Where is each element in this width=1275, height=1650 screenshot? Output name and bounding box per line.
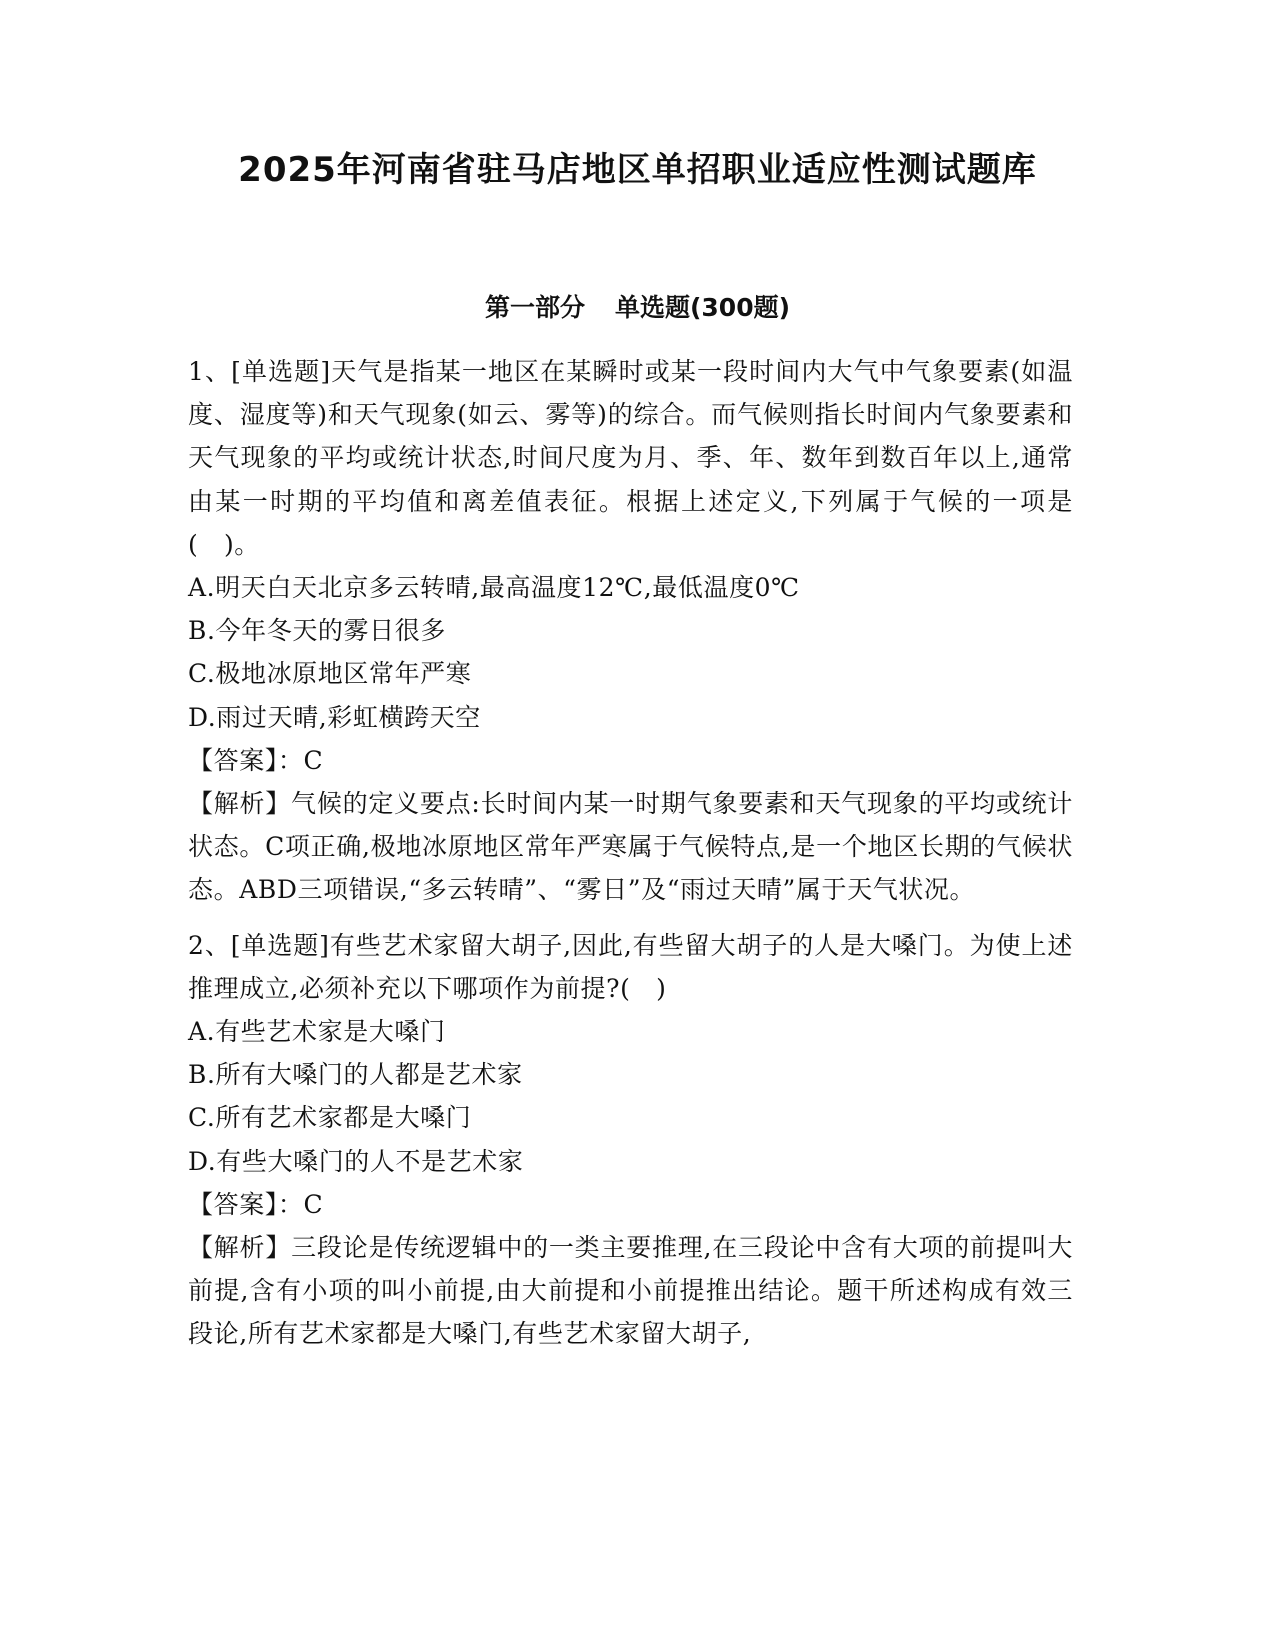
option-c: C.极地冰原地区常年严寒 xyxy=(188,659,472,689)
question-stem: 2、[单选题]有些艺术家留大胡子,因此,有些留大胡子的人是大嗓门。为使上述推理成立,必须补充以下哪项作为前提?( ) xyxy=(188,930,1073,1003)
option-a: A.明天白天北京多云转晴,最高温度12℃,最低温度0℃ xyxy=(188,573,800,603)
option-d: D.有些大嗓门的人不是艺术家 xyxy=(188,1146,524,1176)
answer: 【答案】：C xyxy=(188,745,324,775)
option-b: B.所有大嗓门的人都是艺术家 xyxy=(188,1060,523,1090)
option-a: A.有些艺术家是大嗓门 xyxy=(188,1017,446,1047)
section-part: 第一部分 xyxy=(484,293,585,322)
analysis: 【解析】气候的定义要点:长时间内某一时期气象要素和天气现象的平均或统计状态。C项正确,极地冰原地区常年严寒属于气候特点,是一个地区长期的气候状态。ABD三项错误,“多云转晴”、“雾日”及“雨过天晴”属于天气状况。 xyxy=(188,789,1073,905)
option-d: D.雨过天晴,彩虹横跨天空 xyxy=(188,702,481,732)
section-name: 单选题(300题) xyxy=(614,293,791,322)
document-title: 2025年河南省驻马店地区单招职业适应性测试题库 xyxy=(238,150,1037,190)
question-list xyxy=(188,350,1073,1356)
question-1 xyxy=(188,350,1073,912)
analysis: 【解析】三段论是传统逻辑中的一类主要推理,在三段论中含有大项的前提叫大前提,含有小项的叫小前提,由大前提和小前提推出结论。题干所述构成有效三段论,所有艺术家都是大嗓门,有些艺术家留大胡子, xyxy=(188,1233,1073,1349)
option-c: C.所有艺术家都是大嗓门 xyxy=(188,1103,472,1133)
answer: 【答案】：C xyxy=(188,1189,324,1219)
section-heading xyxy=(0,292,1275,324)
question-stem: 1、[单选题]天气是指某一地区在某瞬时或某一段时间内大气中气象要素(如温度、湿度等)和天气现象(如云、雾等)的综合。而气候则指长时间内气象要素和天气现象的平均或统计状态,时间尺度为月、季、年、数年到数百年以上,通常由某一时期的平均值和离差值表征。根据上述定义,下列属于气候的一项是( )。 xyxy=(188,357,1073,559)
option-b: B.今年冬天的雾日很多 xyxy=(188,616,446,646)
question-2 xyxy=(188,924,1073,1356)
